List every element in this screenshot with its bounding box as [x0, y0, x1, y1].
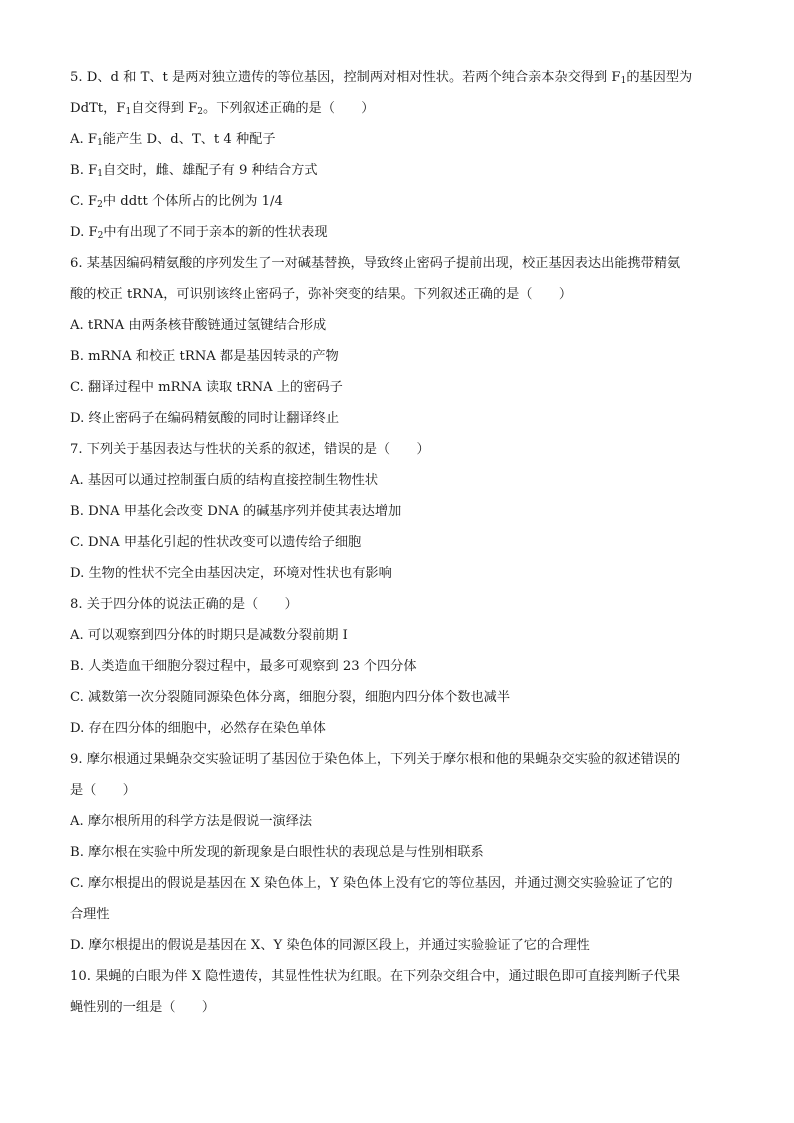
question-9-stem-line-2: 是（ ） [70, 783, 136, 798]
question-number: 10. [70, 969, 91, 984]
question-7-option-c[interactable]: C. DNA 甲基化引起的性状改变可以遗传给子细胞 [70, 535, 362, 550]
question-5-option-b[interactable]: B. $F_1$自交时，雌、雄配子有 9 种结合方式 [70, 163, 318, 179]
question-6-option-b[interactable]: B. mRNA 和校正 tRNA 都是基因转录的产物 [70, 349, 339, 364]
question-7-stem-line-1: 7. 下列关于基因表达与性状的关系的叙述，错误的是（ ） [70, 442, 430, 457]
exam-page [70, 62, 730, 1023]
question-5-stem-line-1: 5. D、d 和 T、t 是两对独立遗传的等位基因，控制两对相对性状。若两个纯合亲本杂交得到 $F_1$的基因型为 [70, 70, 693, 86]
question-8-option-b[interactable]: B. 人类造血干细胞分裂过程中，最多可观察到 23 个四分体 [70, 659, 417, 674]
question-7-option-d[interactable]: D. 生物的性状不完全由基因决定，环境对性状也有影响 [70, 566, 392, 581]
question-8-stem-line-1: 8. 关于四分体的说法正确的是（ ） [70, 597, 298, 612]
question-8-option-d[interactable]: D. 存在四分体的细胞中，必然存在染色单体 [70, 721, 326, 736]
question-number: 8. [70, 597, 83, 612]
question-9-option-b[interactable]: B. 摩尔根在实验中所发现的新现象是白眼性状的表现总是与性别相联系 [70, 845, 484, 860]
question-9-option-c-continued[interactable]: 合理性 [70, 907, 110, 922]
question-6-stem-line-2: 酸的校正 tRNA，可识别该终止密码子，弥补突变的结果。下列叙述正确的是（ ） [70, 287, 573, 302]
question-9-stem-line-1: 9. 摩尔根通过果蝇杂交实验证明了基因位于染色体上，下列关于摩尔根和他的果蝇杂交实验的叙述错误的 [70, 752, 681, 767]
question-number: 5. [70, 70, 83, 85]
question-5-option-a[interactable]: A. $F_1$能产生 D、d、T、t 4 种配子 [70, 132, 276, 148]
question-7-option-a[interactable]: A. 基因可以通过控制蛋白质的结构直接控制生物性状 [70, 473, 379, 488]
question-number: 7. [70, 442, 83, 457]
question-9-option-d[interactable]: D. 摩尔根提出的假说是基因在 X、Y 染色体的同源区段上，并通过实验验证了它的合理性 [70, 938, 590, 953]
question-8-option-c[interactable]: C. 减数第一次分裂随同源染色体分离，细胞分裂，细胞内四分体个数也减半 [70, 690, 511, 705]
question-7-option-b[interactable]: B. DNA 甲基化会改变 DNA 的碱基序列并使其表达增加 [70, 504, 402, 519]
question-6-option-c[interactable]: C. 翻译过程中 mRNA 读取 tRNA 上的密码子 [70, 380, 343, 395]
question-9-option-a[interactable]: A. 摩尔根所用的科学方法是假说一演绎法 [70, 814, 313, 829]
question-9-option-c[interactable]: C. 摩尔根提出的假说是基因在 X 染色体上，Y 染色体上没有它的等位基因，并通过测交实验验证了它的 [70, 876, 673, 891]
question-5-option-c[interactable]: C. $F_2$中 ddtt 个体所占的比例为 1/4 [70, 194, 283, 210]
question-5-stem-line-2: DdTt，$F_1$自交得到 $F_2$。下列叙述正确的是（ ） [70, 101, 375, 117]
question-6-stem-line-1: 6. 某基因编码精氨酸的序列发生了一对碱基替换，导致终止密码子提前出现，校正基因表达出能携带精氨 [70, 256, 681, 271]
question-number: 6. [70, 256, 83, 271]
question-8-option-a[interactable]: A. 可以观察到四分体的时期只是减数分裂前期 I [70, 628, 348, 643]
question-6-option-a[interactable]: A. tRNA 由两条核苷酸链通过氢键结合形成 [70, 318, 327, 333]
question-6-option-d[interactable]: D. 终止密码子在编码精氨酸的同时让翻译终止 [70, 411, 340, 426]
question-number: 9. [70, 752, 83, 767]
question-10-stem-line-1: 10. 果蝇的白眼为伴 X 隐性遗传，其显性性状为红眼。在下列杂交组合中，通过眼色即可直接判断子代果 [70, 969, 681, 984]
question-5-option-d[interactable]: D. $F_2$中有出现了不同于亲本的新的性状表现 [70, 225, 328, 241]
question-10-stem-line-2: 蝇性别的一组是（ ） [70, 1000, 216, 1015]
